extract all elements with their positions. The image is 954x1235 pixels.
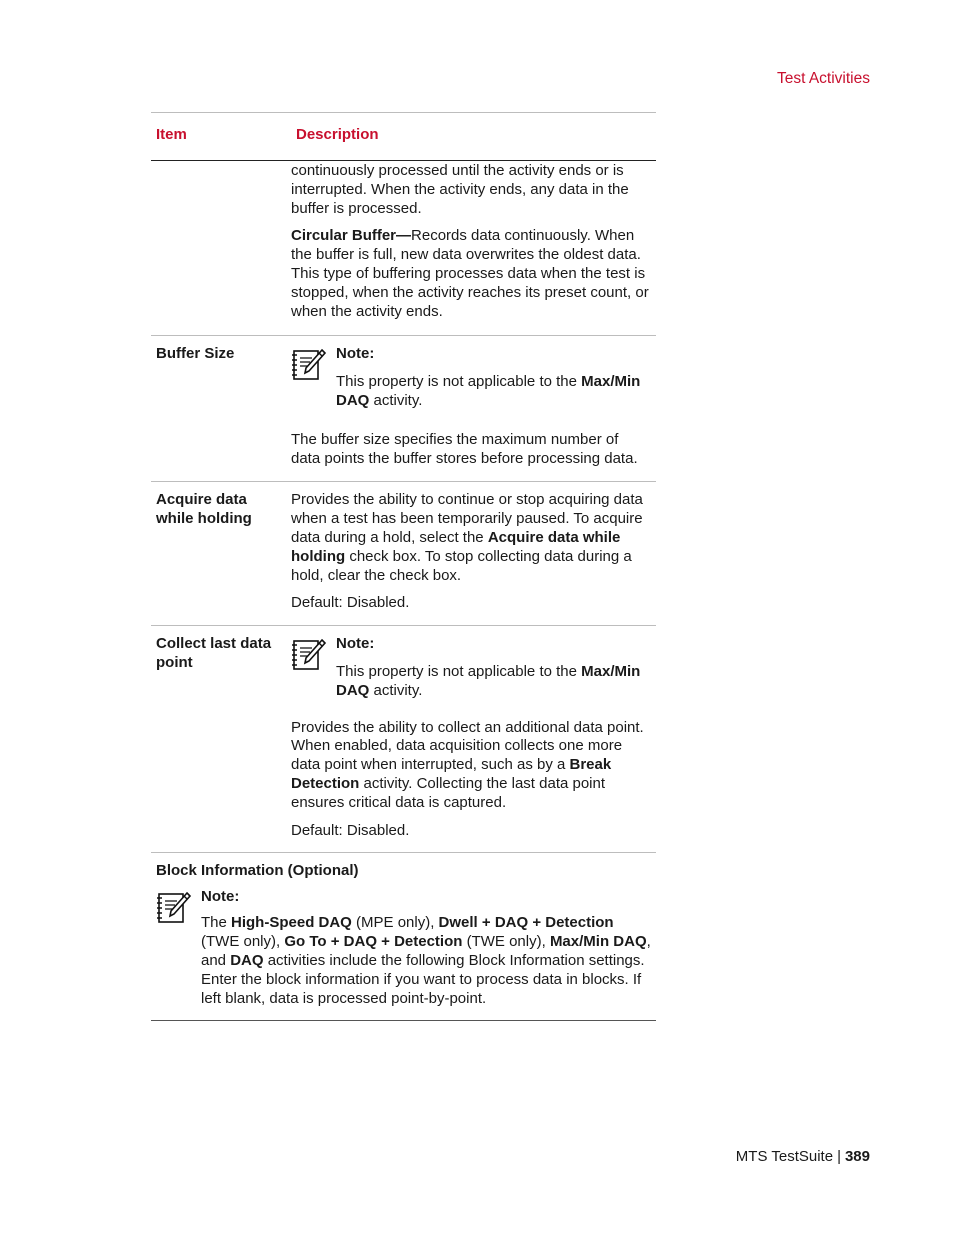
description-paragraph: Provides the ability to collect an additional data point. When enabled, data acquisition collects one more data point when interrupted, such as by a Break Detection activity. Collecting the last data point ensures critical data is captured. [291,718,644,811]
table-header [151,112,656,161]
note-box [291,345,651,410]
description-cell [291,336,651,477]
table-row-buffer-size [151,336,656,482]
footer-separator: | [837,1148,841,1165]
note-text: The High-Speed DAQ (MPE only), Dwell + DAQ + Detection (TWE only), Go To + DAQ + Detection (TWE only), Max/Min DAQ, and DAQ activities include the following Block Information settings. Enter the block information if you want to process data in blocks. If left blank, data is processed point-by-point. [201,914,651,1007]
note-title: Note: [201,888,240,906]
note-title: Note: [336,635,375,653]
product-name: MTS TestSuite [735,1148,834,1165]
page-number: 389 [844,1148,870,1165]
description-paragraph: continuously processed until the activity ends or is interrupted. When the activity ends, any data in the buffer is processed. [291,162,629,217]
description-paragraph: Provides the ability to continue or stop acquiring data when a test has been temporarily paused. To acquire data during a hold, select the Acquire data while holding check box. To stop collecting data during a hold, clear the check box. [291,491,643,584]
table-row-continued [151,161,656,336]
item-label: Acquire data while holding [156,491,252,527]
description-cell [291,482,651,622]
note-pencil-icon [156,890,192,926]
item-label: Collect last data point [156,635,272,671]
item-label: Buffer Size [156,345,235,363]
description-paragraph: Circular Buffer—Records data continuously. When the buffer is full, new data overwrites the oldest data. This type of buffering processes data when the test is stopped, when the activity reaches its preset count, or when the activity ends. [291,227,649,320]
note-box [291,635,651,700]
note-title: Note: [336,345,375,363]
default-value: Default: Disabled. [291,594,410,612]
note-pencil-icon [291,347,327,383]
page-footer [736,1148,870,1165]
item-cell [151,161,291,330]
default-value: Default: Disabled. [291,821,410,839]
block-information-heading: Block Information (Optional) [156,862,359,880]
table-row-acquire-data [151,482,656,626]
description-paragraph: The buffer size specifies the maximum number of data points the buffer stores before processing data. [291,430,638,467]
description-cell [291,626,651,849]
column-header-description: Description [296,126,379,143]
description-cell [291,161,651,330]
running-header: Test Activities [776,70,870,87]
note-pencil-icon [291,637,327,673]
column-header-item: Item [156,126,187,143]
note-text: This property is not applicable to the Max/Min DAQ activity. [336,373,641,409]
table-row-block-information [151,853,656,1021]
term-circular-buffer: Circular Buffer— [291,227,412,245]
table-row-collect-last [151,626,656,853]
note-text: This property is not applicable to the Max/Min DAQ activity. [336,662,641,699]
note-box [156,888,656,1008]
properties-table [151,112,656,1021]
